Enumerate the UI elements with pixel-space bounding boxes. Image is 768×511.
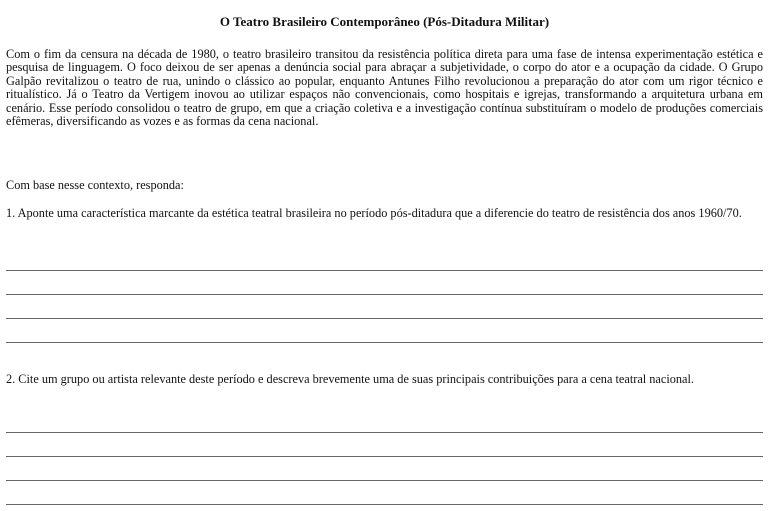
- document-title: O Teatro Brasileiro Contemporâneo (Pós-Ditadura Militar): [219, 14, 550, 29]
- worksheet-page: [6, 0, 763, 511]
- intro-paragraph: Com o fim da censura na década de 1980, o teatro brasileiro transitou da resistência política direta para uma fase de intensa experimentação estética e pesquisa de linguagem. O foco deixou de ser apenas a denúncia social para abraçar a subjetividade, o corpo do ator e a ocupação da cidade. O Grupo Galpão revitalizou o teatro de rua, unindo o clássico ao popular, enquanto Antunes Filho revolucionou a preparação do ator com um rigor técnico e ritualístico. Já o Teatro da Vertigem inovou ao utilizar espaços não convencionais, como hospitais e igrejas, transformando a arquitetura urbana em cenário. Esse período consolidou o teatro de grupo, em que a criação coletiva e a investigação contínua substituíram o modelo de produções comerciais efêmeras, diversificando as vozes e as formas da cena nacional.: [6, 47, 763, 129]
- question-1-text: 1. Aponte uma característica marcante da estética teatral brasileira no período pós-ditadura que a diferencie do teatro de resistência dos anos 1960/70.: [6, 206, 742, 220]
- answer-line[interactable]: [6, 318, 763, 319]
- instruction-text: Com base nesse contexto, responda:: [6, 178, 184, 192]
- answer-line[interactable]: [6, 270, 763, 271]
- question-2-text: 2. Cite um grupo ou artista relevante deste período e descreva brevemente uma de suas principais contribuições para a cena teatral nacional.: [6, 372, 695, 386]
- answer-line[interactable]: [6, 432, 763, 433]
- answer-line[interactable]: [6, 294, 763, 295]
- answer-line[interactable]: [6, 342, 763, 343]
- answer-line[interactable]: [6, 504, 763, 505]
- answer-line[interactable]: [6, 456, 763, 457]
- answer-line[interactable]: [6, 480, 763, 481]
